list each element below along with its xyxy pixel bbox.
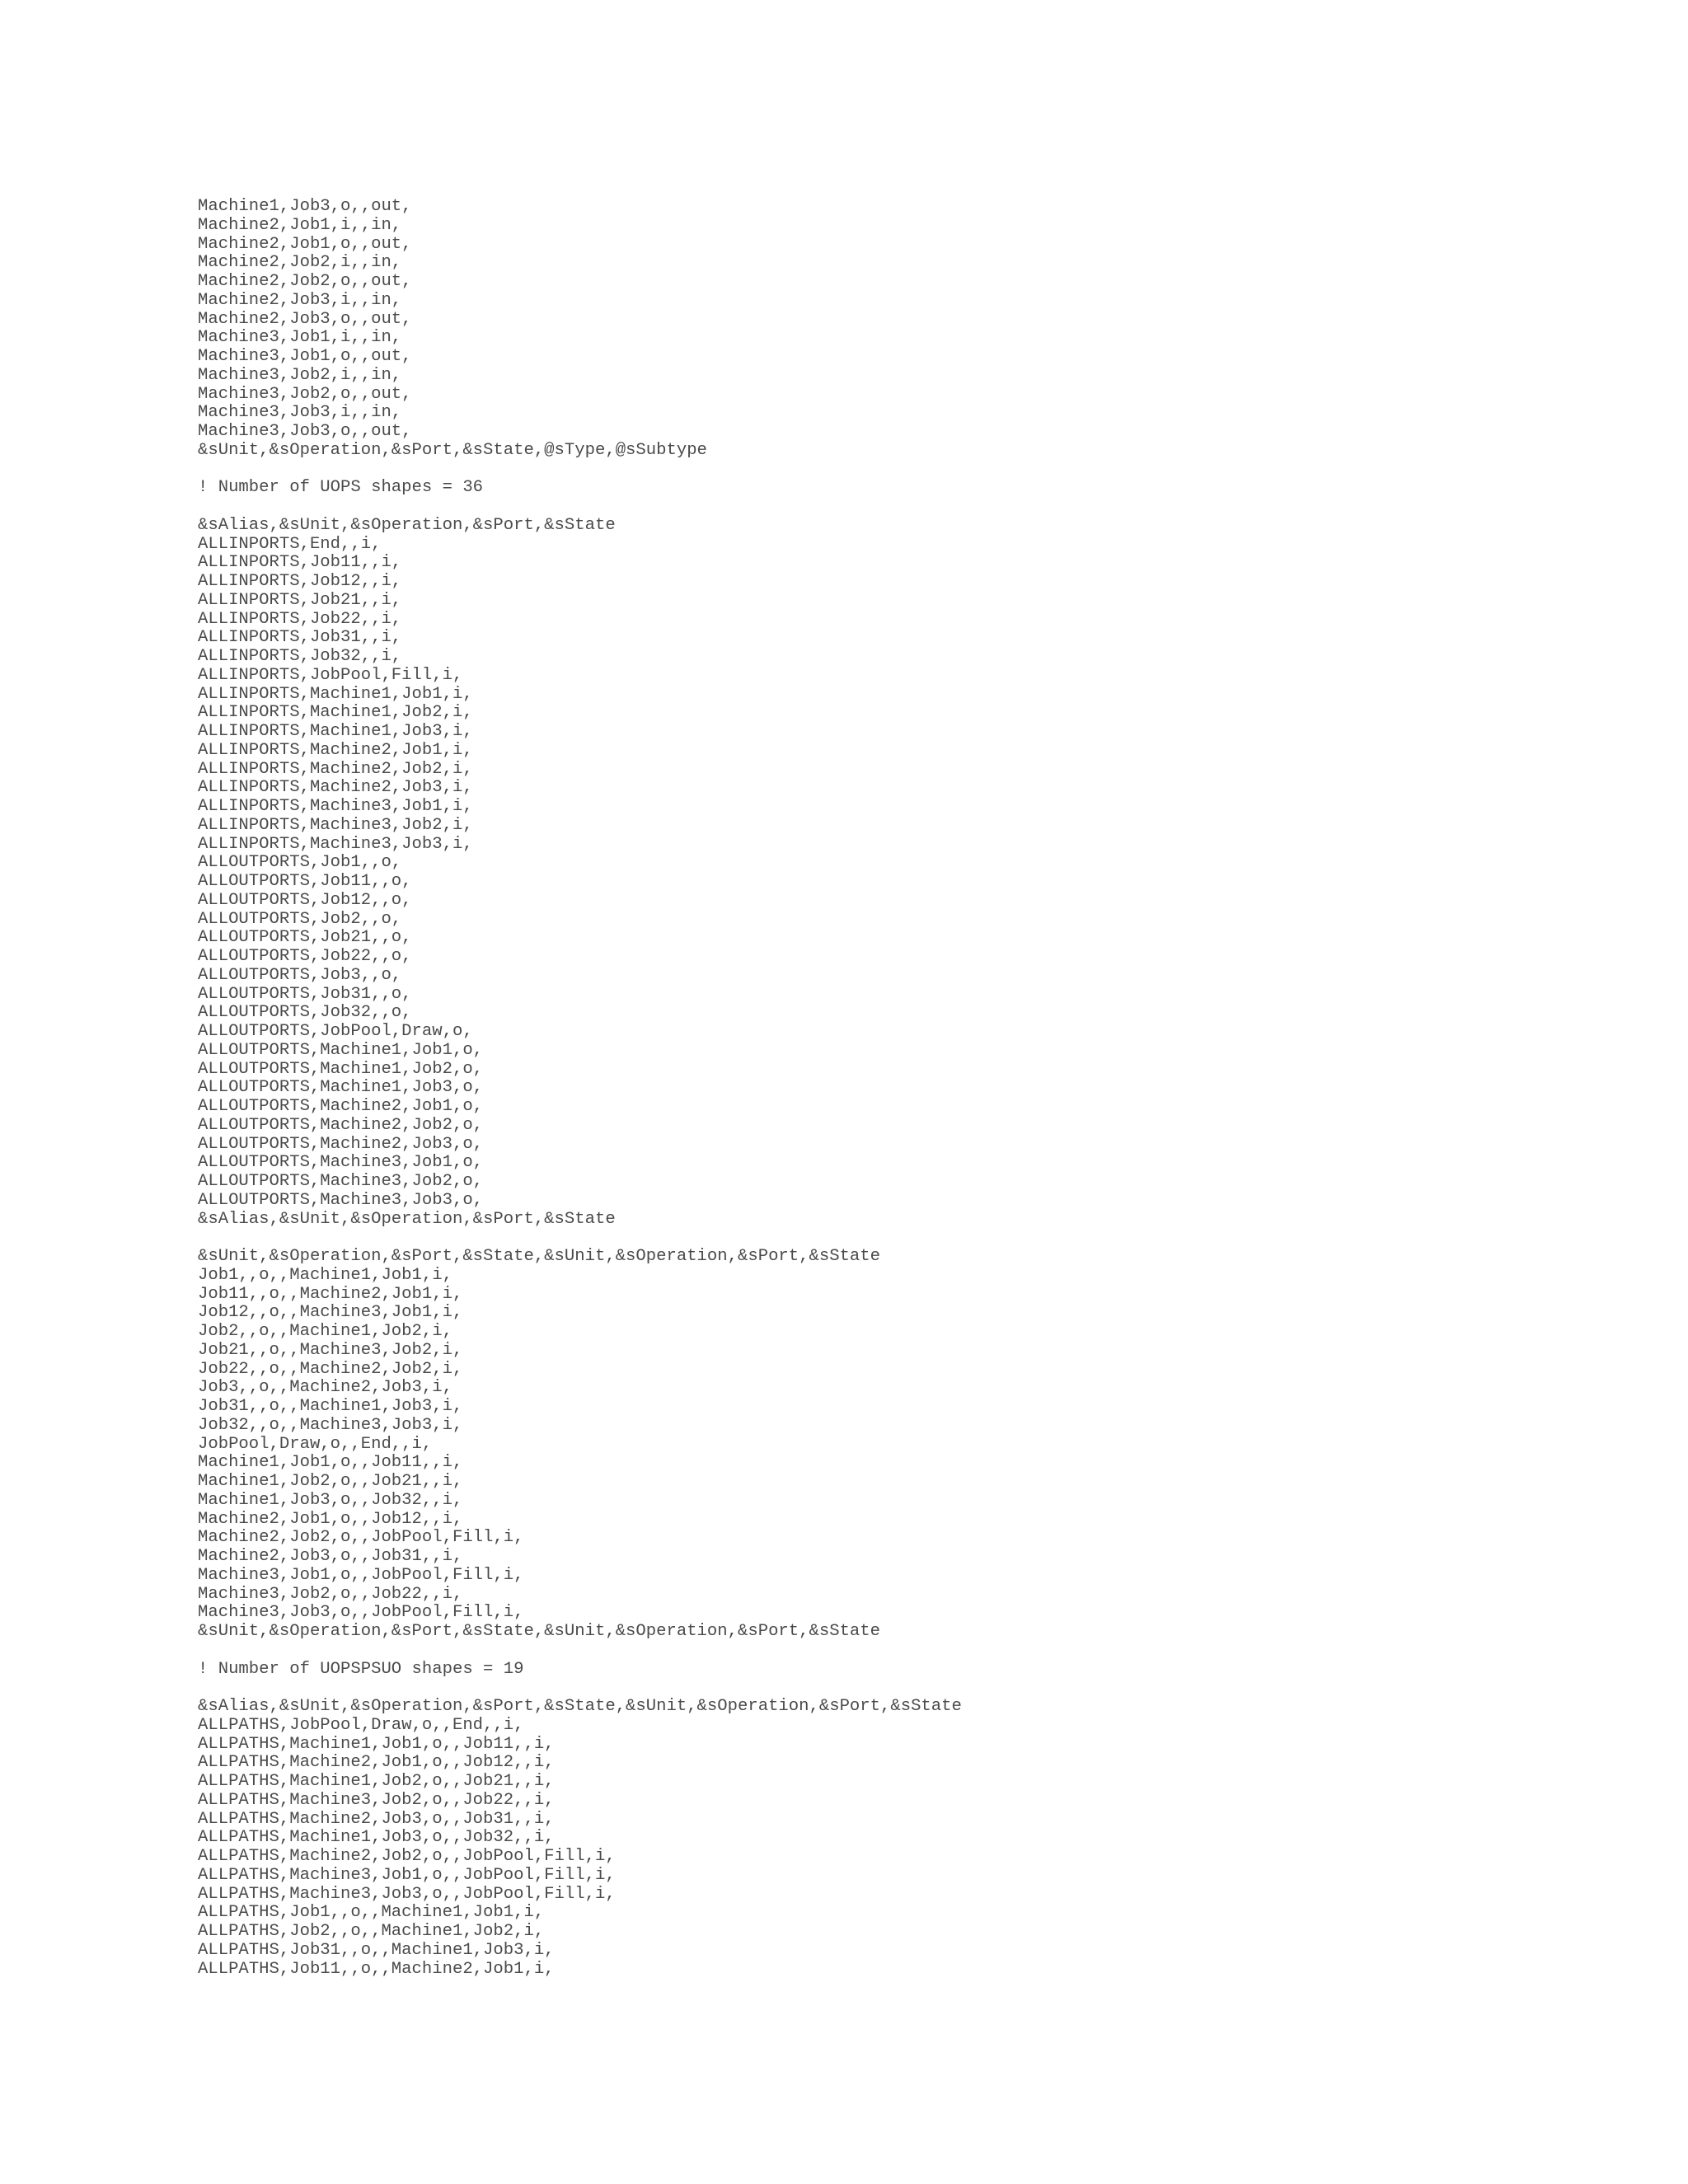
text-line: ALLOUTPORTS,Job11,,o, <box>198 872 412 891</box>
text-line: ALLINPORTS,Machine1,Job3,i, <box>198 722 473 741</box>
text-line: Machine1,Job2,o,,Job21,,i, <box>198 1472 463 1491</box>
text-line: ALLINPORTS,Job12,,i, <box>198 572 402 591</box>
text-line: ALLOUTPORTS,Machine2,Job3,o, <box>198 1134 484 1154</box>
text-line: ! Number of UOPSPSUO shapes = 19 <box>198 1659 524 1679</box>
text-line: ALLINPORTS,JobPool,Fill,i, <box>198 665 463 685</box>
text-line: ALLINPORTS,Machine2,Job1,i, <box>198 740 473 760</box>
text-line: Machine3,Job1,i,,in, <box>198 328 402 348</box>
text-line: ALLOUTPORTS,Job22,,o, <box>198 947 412 966</box>
text-line: Machine2,Job2,i,,in, <box>198 253 402 273</box>
text-line: ALLOUTPORTS,Machine1,Job2,o, <box>198 1059 484 1079</box>
text-line: ALLINPORTS,Machine3,Job2,i, <box>198 815 473 835</box>
text-line: Machine2,Job1,o,,Job12,,i, <box>198 1509 463 1529</box>
text-line: &sAlias,&sUnit,&sOperation,&sPort,&sState <box>198 515 616 535</box>
text-line: ALLOUTPORTS,Job1,,o, <box>198 853 402 873</box>
text-line: ALLINPORTS,Machine2,Job3,i, <box>198 778 473 798</box>
text-line: ALLPATHS,Job2,,o,,Machine1,Job2,i, <box>198 1922 545 1941</box>
text-line: ALLOUTPORTS,Job3,,o, <box>198 965 402 985</box>
text-line: Machine3,Job3,o,,JobPool,Fill,i, <box>198 1603 524 1623</box>
text-line: ALLOUTPORTS,Job21,,o, <box>198 928 412 948</box>
text-line: Machine2,Job1,o,,out, <box>198 234 412 254</box>
text-line: ALLINPORTS,Job31,,i, <box>198 628 402 648</box>
text-line: Machine1,Job3,o,,Job32,,i, <box>198 1490 463 1510</box>
blank-line <box>198 461 1648 480</box>
text-line: Machine3,Job2,o,,out, <box>198 384 412 404</box>
text-line: ALLPATHS,Machine3,Job1,o,,JobPool,Fill,i, <box>198 1865 616 1885</box>
text-line: Machine3,Job3,i,,in, <box>198 403 402 423</box>
text-line: Job3,,o,,Machine2,Job3,i, <box>198 1378 452 1398</box>
text-line: ALLOUTPORTS,Machine3,Job2,o, <box>198 1172 484 1191</box>
text-line: Job31,,o,,Machine1,Job3,i, <box>198 1397 463 1416</box>
text-line: Job22,,o,,Machine2,Job2,i, <box>198 1359 463 1379</box>
text-line: ALLOUTPORTS,Job32,,o, <box>198 1003 412 1023</box>
text-line: Machine3,Job1,o,,JobPool,Fill,i, <box>198 1565 524 1585</box>
text-line: ALLOUTPORTS,Machine1,Job3,o, <box>198 1078 484 1098</box>
text-line: Job11,,o,,Machine2,Job1,i, <box>198 1284 463 1304</box>
text-line: Machine3,Job2,o,,Job22,,i, <box>198 1584 463 1604</box>
text-line: Job1,,o,,Machine1,Job1,i, <box>198 1265 452 1285</box>
text-line: ALLINPORTS,Machine1,Job1,i, <box>198 684 473 704</box>
text-line: &sAlias,&sUnit,&sOperation,&sPort,&sState <box>198 1209 616 1229</box>
text-line: ALLOUTPORTS,Machine2,Job2,o, <box>198 1115 484 1135</box>
text-line: Machine3,Job1,o,,out, <box>198 347 412 366</box>
text-line: ALLPATHS,Machine2,Job3,o,,Job31,,i, <box>198 1809 555 1829</box>
blank-line <box>198 498 1648 517</box>
text-line: Machine2,Job3,o,,Job31,,i, <box>198 1547 463 1566</box>
text-line: JobPool,Draw,o,,End,,i, <box>198 1434 433 1454</box>
text-line: Machine2,Job3,i,,in, <box>198 290 402 310</box>
text-line: ALLINPORTS,Machine2,Job2,i, <box>198 759 473 779</box>
text-line: Machine1,Job3,o,,out, <box>198 197 412 216</box>
text-line: ALLPATHS,Machine2,Job2,o,,JobPool,Fill,i, <box>198 1847 616 1866</box>
text-line: ALLOUTPORTS,Machine1,Job1,o, <box>198 1040 484 1060</box>
text-line: ALLINPORTS,Machine1,Job2,i, <box>198 703 473 723</box>
text-line: &sUnit,&sOperation,&sPort,&sState,@sType,@sSubtype <box>198 440 707 460</box>
text-line: Machine1,Job1,o,,Job11,,i, <box>198 1453 463 1473</box>
text-listing <box>198 198 1648 1979</box>
text-line: &sUnit,&sOperation,&sPort,&sState,&sUnit,&sOperation,&sPort,&sState <box>198 1622 881 1641</box>
text-line: Machine3,Job3,o,,out, <box>198 422 412 441</box>
text-line: ALLOUTPORTS,Job2,,o, <box>198 909 402 929</box>
text-line: ALLPATHS,Machine3,Job2,o,,Job22,,i, <box>198 1790 555 1810</box>
text-line: Machine2,Job3,o,,out, <box>198 309 412 329</box>
text-line: ALLINPORTS,Job22,,i, <box>198 609 402 629</box>
text-line: Machine2,Job1,i,,in, <box>198 215 402 235</box>
text-line: ALLINPORTS,Machine3,Job3,i, <box>198 834 473 854</box>
text-line: Job12,,o,,Machine3,Job1,i, <box>198 1303 463 1323</box>
text-line: ALLOUTPORTS,JobPool,Draw,o, <box>198 1022 473 1041</box>
text-line: ALLOUTPORTS,Job12,,o, <box>198 890 412 910</box>
text-line: &sUnit,&sOperation,&sPort,&sState,&sUnit,&sOperation,&sPort,&sState <box>198 1247 881 1266</box>
text-line: Machine3,Job2,i,,in, <box>198 365 402 385</box>
text-line: Job21,,o,,Machine3,Job2,i, <box>198 1340 463 1360</box>
text-line: ALLPATHS,Machine2,Job1,o,,Job12,,i, <box>198 1753 555 1773</box>
text-line: Job2,,o,,Machine1,Job2,i, <box>198 1322 452 1341</box>
text-line: ALLPATHS,Job11,,o,,Machine2,Job1,i, <box>198 1959 555 1979</box>
blank-line <box>198 1229 1648 1248</box>
text-line: ALLPATHS,Machine1,Job3,o,,Job32,,i, <box>198 1828 555 1848</box>
text-line: ALLPATHS,Job1,,o,,Machine1,Job1,i, <box>198 1903 545 1923</box>
text-line: ALLOUTPORTS,Job31,,o, <box>198 984 412 1004</box>
text-line: ALLINPORTS,Job21,,i, <box>198 590 402 610</box>
text-line: ALLINPORTS,Job11,,i, <box>198 553 402 573</box>
text-line: Job32,,o,,Machine3,Job3,i, <box>198 1415 463 1435</box>
text-line: ALLPATHS,JobPool,Draw,o,,End,,i, <box>198 1715 524 1735</box>
text-line: Machine2,Job2,o,,out, <box>198 272 412 291</box>
text-line: ALLINPORTS,Machine3,Job1,i, <box>198 797 473 816</box>
text-line: ! Number of UOPS shapes = 36 <box>198 478 484 498</box>
text-line: Machine2,Job2,o,,JobPool,Fill,i, <box>198 1528 524 1548</box>
text-line: ALLPATHS,Machine3,Job3,o,,JobPool,Fill,i, <box>198 1884 616 1904</box>
text-line: ALLOUTPORTS,Machine2,Job1,o, <box>198 1097 484 1116</box>
text-line: ALLOUTPORTS,Machine3,Job1,o, <box>198 1153 484 1173</box>
text-line: &sAlias,&sUnit,&sOperation,&sPort,&sState,&sUnit,&sOperation,&sPort,&sState <box>198 1697 962 1716</box>
blank-line <box>198 1642 1648 1661</box>
text-line: ALLOUTPORTS,Machine3,Job3,o, <box>198 1190 484 1210</box>
text-line: ALLPATHS,Machine1,Job1,o,,Job11,,i, <box>198 1734 555 1754</box>
text-line: ALLPATHS,Job31,,o,,Machine1,Job3,i, <box>198 1940 555 1960</box>
text-line: ALLINPORTS,End,,i, <box>198 534 382 554</box>
blank-line <box>198 1679 1648 1698</box>
text-line: ALLINPORTS,Job32,,i, <box>198 647 402 666</box>
text-line: ALLPATHS,Machine1,Job2,o,,Job21,,i, <box>198 1772 555 1791</box>
